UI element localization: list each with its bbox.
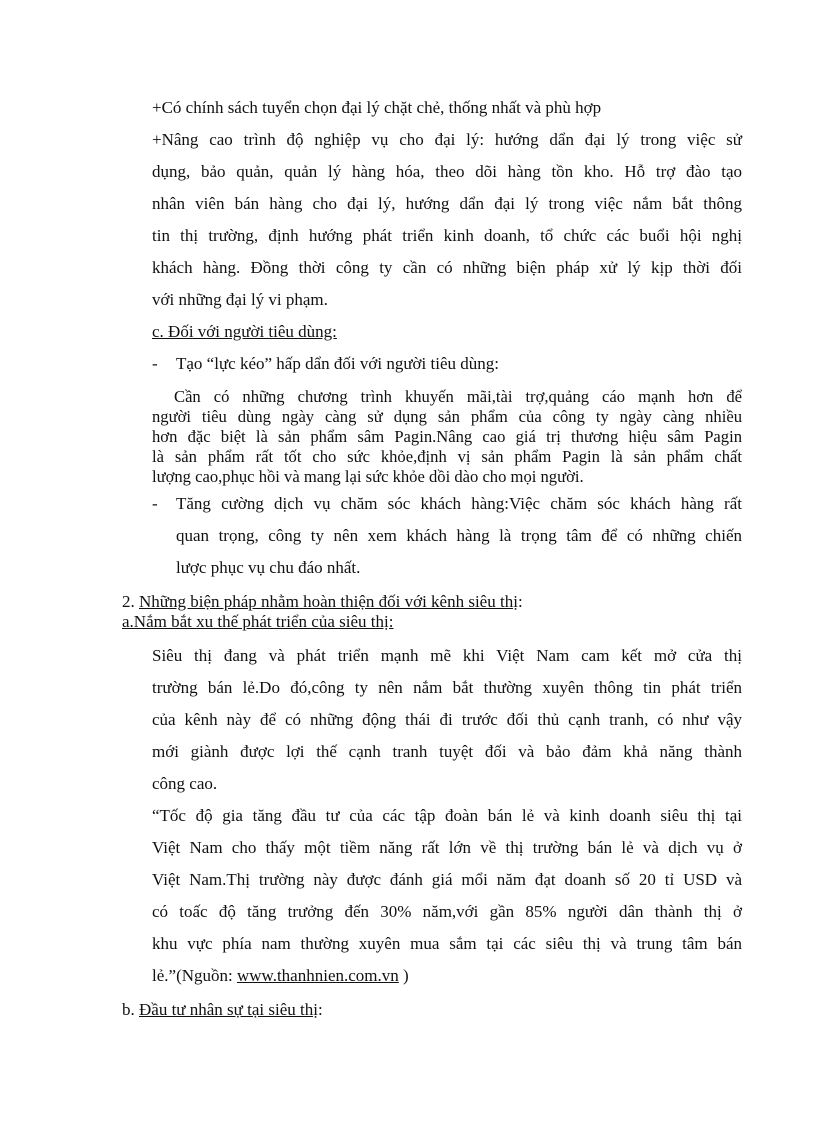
heading-consumers: c. Đối với người tiêu dùng:: [152, 322, 337, 341]
bullet-dash-1: -: [152, 354, 158, 373]
bullet-pull-strategy: Tạo “lực kéo” hấp dẩn đối với người tiêu dùng:: [176, 354, 499, 373]
paragraph-promo-line-1: Cần có những chương trình khuyến mãi,tài trợ,quảng cáo mạnh hơn để: [174, 387, 742, 406]
paragraph-training-line-5: khách hàng. Đồng thời công ty cần có những biện pháp xử lý kịp thời đối: [152, 258, 742, 277]
heading-staff-colon: :: [317, 1000, 323, 1019]
heading-staff-prefix: b.: [122, 1000, 139, 1019]
paragraph-training-line-2: dụng, bảo quản, quản lý hàng hóa, theo dõi hàng tồn kho. Hỗ trợ đào tạo: [152, 162, 742, 181]
paragraph-quote-line-2: Việt Nam cho thấy một tiềm năng rất lớn về thị trường bán lẻ và dịch vụ ở: [152, 838, 742, 857]
paragraph-supermarket-line-1: Siêu thị đang và phát triển mạnh mẽ khi Việt Nam cam kết mở cửa thị: [152, 646, 742, 665]
heading-section-2: [122, 592, 523, 612]
paragraph-supermarket-line-3: của kênh này để có những động thái đi trước đối thủ cạnh tranh, có như vậy: [152, 710, 742, 729]
heading-supermarket-trend: a.Nắm bắt xu thế phát triển của siêu thị:: [122, 612, 394, 631]
paragraph-supermarket-line-2: trường bán lẻ.Do đó,công ty nên nắm bắt thường xuyên thông tin phát triển: [152, 678, 742, 697]
heading-section-2-number: 2.: [122, 592, 135, 611]
bullet-customer-care-line-3: lược phục vụ chu đáo nhất.: [176, 558, 361, 577]
paragraph-training-line-1: +Nâng cao trình độ nghiệp vụ cho đại lý: hướng dẩn đại lý trong việc sử: [152, 130, 742, 149]
paragraph-quote-line-5: khu vực phía nam thường xuyên mua sắm tại các siêu thị và trung tâm bán: [152, 934, 742, 953]
bullet-customer-care-line-1: Tăng cường dịch vụ chăm sóc khách hàng:Việc chăm sóc khách hàng rất: [176, 494, 742, 513]
paragraph-promo-line-2: người tiêu dùng ngày càng sử dụng sản phẩm của công ty ngày càng nhiều: [152, 407, 742, 426]
paragraph-promo-line-4: là sản phẩm rất tốt cho sức khỏe,định vị sản phẩm Pagin là sản phẩm chất: [152, 447, 742, 466]
paragraph-supermarket-line-5: công cao.: [152, 774, 218, 793]
heading-section-2-text: Những biện pháp nhằm hoàn thiện đối với kênh siêu thị: [139, 592, 518, 611]
heading-section-2-colon: :: [517, 592, 523, 611]
bullet-customer-care-line-2: quan trọng, công ty nên xem khách hàng là trọng tâm để có những chiến: [176, 526, 742, 545]
paragraph-supermarket-line-4: mới giành được lợi thế cạnh tranh tuyệt đối và bảo đảm khả năng thành: [152, 742, 742, 761]
paragraph-training-line-4: tin thị trường, định hướng phát triển kinh doanh, tổ chức các buổi hội nghị: [152, 226, 742, 245]
paragraph-promo-line-5: lượng cao,phục hồi và mang lại sức khỏe dồi dào cho mọi người.: [152, 467, 584, 486]
heading-staff-investment: [122, 1000, 323, 1020]
paragraph-quote-line-1: “Tốc độ gia tăng đầu tư của các tập đoàn bán lẻ và kinh doanh siêu thị tại: [152, 806, 742, 825]
paragraph-promo-line-3: hơn đặc biệt là sản phẩm sâm Pagin.Nâng cao giá trị thương hiệu sâm Pagin: [152, 427, 742, 446]
paragraph-quote-line-3: Việt Nam.Thị trường này được đánh giá mổi năm đạt doanh số 20 tỉ USD và: [152, 870, 742, 889]
paragraph-quote-line-4: có toấc độ tăng trưởng đến 30% năm,với gần 85% người dân thành thị ở: [152, 902, 742, 921]
heading-staff-text: Đầu tư nhân sự tại siêu thị: [139, 1000, 318, 1019]
paragraph-agent-policy: +Có chính sách tuyển chọn đại lý chặt chẻ, thống nhất và phù hợp: [152, 98, 602, 117]
quote-end-suffix: ): [398, 966, 409, 985]
quote-end-text: lẻ.”(Nguồn:: [152, 966, 237, 985]
paragraph-training-line-3: nhân viên bán hàng cho đại lý, hướng dẩn đại lý trong việc nắm bắt thông: [152, 194, 742, 213]
paragraph-training-line-6: với những đại lý vi phạm.: [152, 290, 328, 309]
paragraph-quote-line-6: [152, 966, 409, 986]
source-link[interactable]: www.thanhnien.com.vn: [236, 966, 399, 985]
bullet-dash-2: -: [152, 494, 158, 513]
